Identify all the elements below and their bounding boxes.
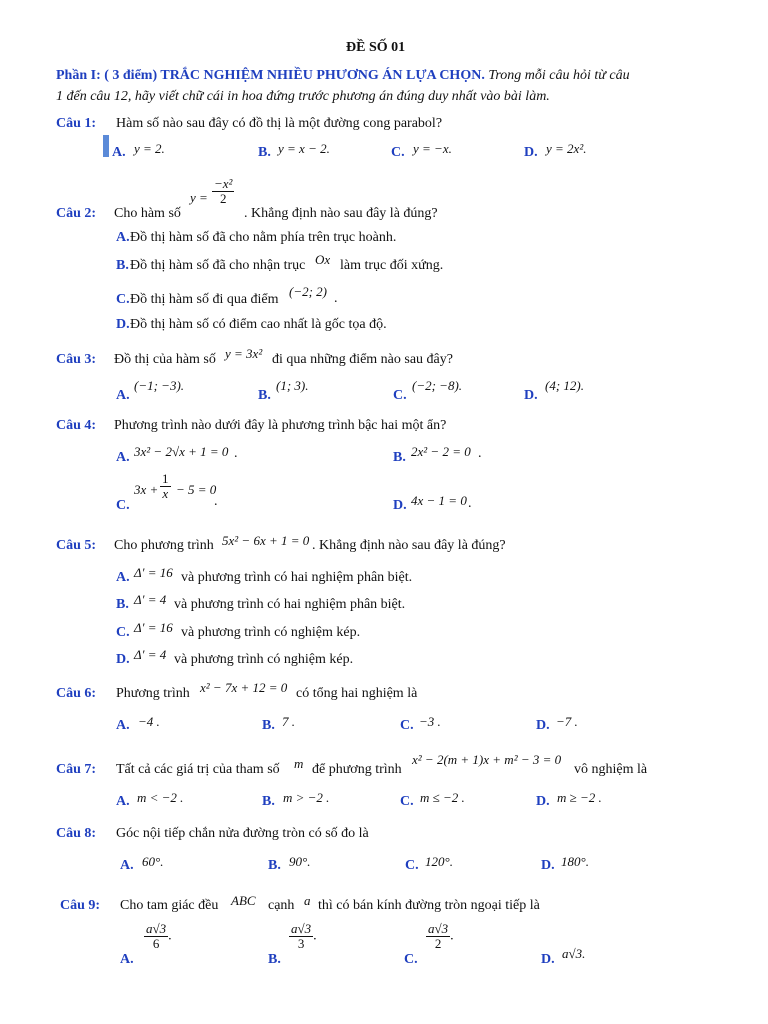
q4-text: Phương trình nào dưới đây là phương trình bậc hai một ẩn? bbox=[114, 418, 447, 433]
q9-c-den: 2 bbox=[434, 936, 442, 951]
q5-d: và phương trình có nghiệm kép. bbox=[174, 652, 354, 667]
q1-text: Hàm số nào sau đây có đồ thị là một đường cong parabol? bbox=[116, 116, 443, 131]
q7-param: m bbox=[294, 756, 304, 771]
q3-c-label: C. bbox=[393, 388, 407, 403]
q7-a: m < −2 . bbox=[137, 790, 184, 805]
q2-a-label: A. bbox=[116, 230, 130, 245]
q5-label: Câu 5: bbox=[56, 538, 97, 553]
q9-a-fraction bbox=[144, 922, 172, 951]
q7-c-label: C. bbox=[400, 794, 414, 809]
q4-d-label: D. bbox=[393, 498, 407, 513]
q1-b-label: B. bbox=[258, 145, 271, 160]
q2-b-label: B. bbox=[116, 258, 129, 273]
q3-label: Câu 3: bbox=[56, 352, 97, 367]
q2-d-label: D. bbox=[116, 317, 130, 332]
part-instruction-1: Trong mỗi câu hỏi từ câu bbox=[488, 68, 630, 83]
q2-fraction bbox=[212, 177, 234, 206]
q9-pre: Cho tam giác đều bbox=[120, 898, 219, 913]
q4-b-label: B. bbox=[393, 450, 406, 465]
document-title: ĐỀ SỐ 01 bbox=[346, 40, 406, 55]
q9-a-den: 6 bbox=[152, 936, 160, 951]
q1-b: y = x − 2. bbox=[278, 141, 330, 156]
q3-pre: Đồ thị của hàm số bbox=[114, 352, 216, 367]
q9-c-label: C. bbox=[404, 952, 418, 967]
q9-c-dot: . bbox=[450, 928, 454, 944]
q7-post: vô nghiệm là bbox=[574, 762, 648, 777]
q9-a-num: a√3 bbox=[146, 921, 167, 936]
q8-a: 60°. bbox=[142, 854, 164, 869]
q5-math: 5x² − 6x + 1 = 0 bbox=[222, 533, 310, 548]
q2-c-1: Đồ thị hàm số đi qua điểm bbox=[130, 292, 279, 307]
q9-b-den: 3 bbox=[297, 936, 305, 951]
q9-d-label: D. bbox=[541, 952, 555, 967]
q5-b-label: B. bbox=[116, 597, 129, 612]
q6-c: −3 . bbox=[419, 714, 441, 729]
q9-mid: cạnh bbox=[268, 898, 295, 913]
q9-d: a√3. bbox=[562, 946, 586, 961]
q9-label: Câu 9: bbox=[60, 898, 101, 913]
q3-math: y = 3x² bbox=[225, 346, 263, 361]
q7-b-label: B. bbox=[262, 794, 275, 809]
q8-label: Câu 8: bbox=[56, 826, 97, 841]
q9-triangle: ABC bbox=[231, 893, 256, 908]
q9-side: a bbox=[304, 893, 311, 908]
q5-post: . Khẳng định nào sau đây là đúng? bbox=[312, 538, 506, 553]
q3-b: (1; 3). bbox=[276, 378, 309, 393]
q4-b: 2x² − 2 = 0 bbox=[411, 444, 471, 459]
q3-c: (−2; −8). bbox=[412, 378, 463, 393]
q1-a-label: A. bbox=[112, 145, 126, 160]
q9-c-fraction bbox=[426, 922, 454, 951]
text-cursor bbox=[103, 135, 109, 157]
q9-b-num: a√3 bbox=[291, 921, 312, 936]
q2-label: Câu 2: bbox=[56, 206, 97, 221]
q6-d-label: D. bbox=[536, 718, 550, 733]
q2-a: Đồ thị hàm số đã cho nằm phía trên trục hoành. bbox=[130, 230, 397, 245]
q5-c-math: Δ′ = 16 bbox=[134, 620, 173, 635]
q4-a: 3x² − 2√x + 1 = 0 bbox=[134, 444, 229, 459]
q4-c-num: 1 bbox=[162, 471, 169, 486]
q8-c-label: C. bbox=[405, 858, 419, 873]
q9-a-dot: . bbox=[168, 928, 172, 944]
q7-c: m ≤ −2 . bbox=[420, 790, 465, 805]
q3-post: đi qua những điểm nào sau đây? bbox=[272, 352, 453, 367]
q5-c-label: C. bbox=[116, 625, 130, 640]
q5-c: và phương trình có nghiệm kép. bbox=[181, 625, 361, 640]
q4-d: 4x − 1 = 0 bbox=[411, 493, 467, 508]
q2-c-2: . bbox=[334, 291, 338, 306]
q9-post: thì có bán kính đường tròn ngoại tiếp là bbox=[318, 898, 540, 913]
q4-c-pre: 3x + bbox=[134, 482, 159, 497]
q6-pre: Phương trình bbox=[116, 686, 190, 701]
q2-c-math: (−2; 2) bbox=[289, 284, 328, 299]
q5-b-math: Δ′ = 4 bbox=[134, 592, 167, 607]
q7-d: m ≥ −2 . bbox=[557, 790, 602, 805]
q3-a-label: A. bbox=[116, 388, 130, 403]
q6-c-label: C. bbox=[400, 718, 414, 733]
q4-c-fraction bbox=[160, 472, 171, 501]
q7-label: Câu 7: bbox=[56, 762, 97, 777]
q5-d-label: D. bbox=[116, 652, 130, 667]
q9-b-fraction bbox=[289, 922, 317, 951]
q2-b-2: làm trục đối xứng. bbox=[340, 258, 444, 273]
q1-d-label: D. bbox=[524, 145, 538, 160]
q2-pre: Cho hàm số bbox=[114, 206, 181, 221]
q7-pre: Tất cả các giá trị của tham số bbox=[116, 762, 280, 777]
q9-b-label: B. bbox=[268, 952, 281, 967]
q2-y: y = bbox=[190, 190, 208, 205]
q5-pre: Cho phương trình bbox=[114, 538, 214, 553]
q5-b: và phương trình có hai nghiệm phân biệt. bbox=[174, 597, 406, 612]
q9-c-num: a√3 bbox=[428, 921, 449, 936]
q4-a-dot: . bbox=[234, 446, 238, 461]
q2-c-label: C. bbox=[116, 292, 130, 307]
q2-den: 2 bbox=[219, 191, 227, 206]
q7-a-label: A. bbox=[116, 794, 130, 809]
part-header bbox=[56, 68, 630, 84]
q4-b-dot: . bbox=[478, 446, 482, 461]
q2-d: Đồ thị hàm số có điểm cao nhất là gốc tọa độ. bbox=[130, 317, 387, 332]
q6-post: có tổng hai nghiệm là bbox=[296, 686, 418, 701]
part-instruction-2: 1 đến câu 12, hãy viết chữ cái in hoa đứng trước phương án đúng duy nhất vào bài làm. bbox=[56, 89, 550, 104]
q1-c: y = −x. bbox=[413, 141, 452, 156]
q8-b: 90°. bbox=[289, 854, 311, 869]
q6-a: −4 . bbox=[138, 714, 160, 729]
q5-a-math: Δ′ = 16 bbox=[134, 565, 173, 580]
q6-b: 7 . bbox=[282, 714, 295, 729]
q5-a-label: A. bbox=[116, 570, 130, 585]
q1-label: Câu 1: bbox=[56, 116, 97, 131]
q6-b-label: B. bbox=[262, 718, 275, 733]
q1-c-label: C. bbox=[391, 145, 405, 160]
q9-a-label: A. bbox=[120, 952, 134, 967]
q7-mid: để phương trình bbox=[312, 762, 402, 777]
q8-c: 120°. bbox=[425, 854, 453, 869]
q4-c-dot: . bbox=[214, 494, 218, 509]
q7-math: x² − 2(m + 1)x + m² − 3 = 0 bbox=[412, 752, 562, 767]
q8-d-label: D. bbox=[541, 858, 555, 873]
q3-d-label: D. bbox=[524, 388, 538, 403]
q8-d: 180°. bbox=[561, 854, 589, 869]
q3-b-label: B. bbox=[258, 388, 271, 403]
q4-d-dot: . bbox=[468, 496, 472, 511]
q6-label: Câu 6: bbox=[56, 686, 97, 701]
q4-a-label: A. bbox=[116, 450, 130, 465]
q6-d: −7 . bbox=[556, 714, 578, 729]
q6-a-label: A. bbox=[116, 718, 130, 733]
q8-text: Góc nội tiếp chắn nửa đường tròn có số đo là bbox=[116, 826, 369, 841]
q3-a: (−1; −3). bbox=[134, 378, 185, 393]
q4-label: Câu 4: bbox=[56, 418, 97, 433]
q1-d: y = 2x². bbox=[546, 141, 587, 156]
q9-b-dot: . bbox=[313, 928, 317, 944]
q2-num: −x² bbox=[214, 176, 233, 191]
q4-c-den: x bbox=[162, 486, 169, 501]
part-label: Phần I: ( 3 điểm) TRẮC NGHIỆM NHIỀU PHƯƠNG ÁN LỰA CHỌN. bbox=[56, 68, 485, 83]
q7-d-label: D. bbox=[536, 794, 550, 809]
q4-c-post: − 5 = 0 bbox=[176, 482, 217, 497]
q8-a-label: A. bbox=[120, 858, 134, 873]
q7-b: m > −2 . bbox=[283, 790, 330, 805]
q1-a: y = 2. bbox=[134, 141, 165, 156]
q2-b-math: Ox bbox=[315, 252, 331, 267]
q2-post: . Khẳng định nào sau đây là đúng? bbox=[244, 206, 438, 221]
q3-d: (4; 12). bbox=[545, 378, 584, 393]
q8-b-label: B. bbox=[268, 858, 281, 873]
q5-d-math: Δ′ = 4 bbox=[134, 647, 167, 662]
q4-c-label: C. bbox=[116, 498, 130, 513]
q6-math: x² − 7x + 12 = 0 bbox=[200, 680, 288, 695]
q2-b-1: Đồ thị hàm số đã cho nhận trục bbox=[130, 258, 306, 273]
q5-a: và phương trình có hai nghiệm phân biệt. bbox=[181, 570, 413, 585]
